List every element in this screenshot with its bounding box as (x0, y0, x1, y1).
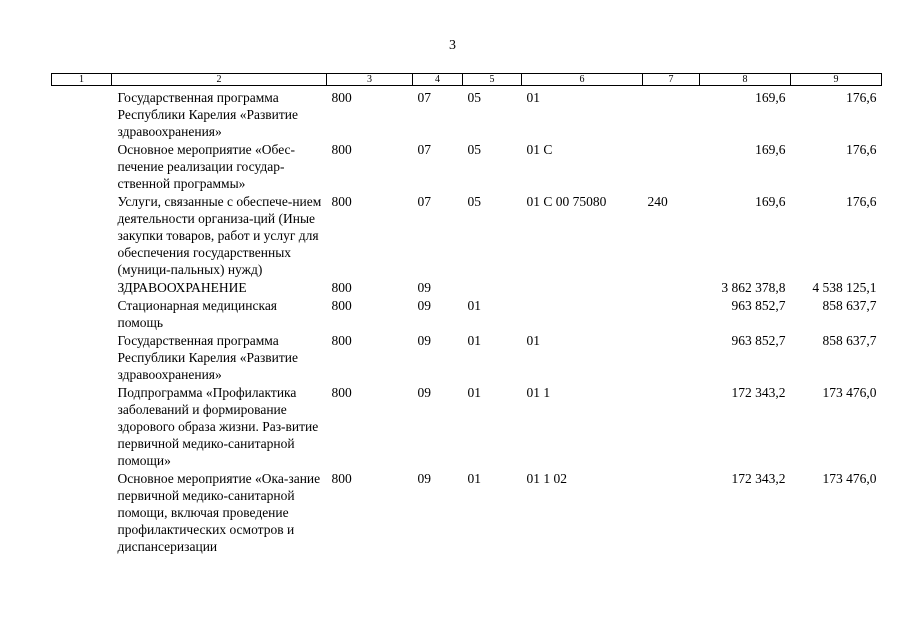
cell-amount-2: 173 476,0 (822, 471, 877, 486)
table-row (52, 86, 882, 141)
cell-amount-1: 963 852,7 (731, 298, 786, 313)
cell-name: Основное мероприятие «Ока-зание первичной медико-санитарной помощи, включая проведение профилактических осмотров и диспансеризации (117, 471, 321, 554)
cell-section: 09 (417, 280, 431, 295)
cell-expense-type (643, 86, 700, 141)
cell-ministry: 800 (331, 333, 352, 348)
cell-ministry: 800 (331, 194, 352, 209)
cell-section: 09 (417, 333, 431, 348)
table-row (52, 296, 882, 331)
cell-amount-2: 176,6 (846, 90, 877, 105)
cell-amount-2: 176,6 (846, 194, 877, 209)
cell-ministry: 800 (331, 90, 352, 105)
cell-target-article: 01 (526, 90, 540, 105)
column-header-3: 3 (327, 74, 413, 86)
cell-section: 09 (417, 298, 431, 313)
cell-number (52, 296, 112, 331)
table-row (52, 278, 882, 296)
table-row (52, 331, 882, 383)
cell-number (52, 86, 112, 141)
table-row (52, 469, 882, 555)
column-header-8: 8 (700, 74, 791, 86)
cell-expense-type (643, 140, 700, 192)
cell-target-article (522, 278, 643, 296)
cell-number (52, 140, 112, 192)
cell-amount-2: 4 538 125,1 (812, 280, 877, 295)
cell-name: Подпрограмма «Профилактика заболеваний и формирование здорового образа жизни. Раз-витие первичной медико-санитарной помощи» (117, 385, 319, 468)
table-header-row (52, 74, 882, 86)
column-header-2: 2 (112, 74, 327, 86)
column-header-5: 5 (463, 74, 522, 86)
cell-name: Основное мероприятие «Обес-печение реализации государ-ственной программы» (117, 142, 296, 191)
table-row (52, 383, 882, 469)
cell-ministry: 800 (331, 142, 352, 157)
cell-amount-2: 173 476,0 (822, 385, 877, 400)
cell-name: Услуги, связанные с обеспече-нием деятельности организа-ций (Иные закупки товаров, работ и услуг для обеспечения государственных (муници-пальных) нужд) (117, 194, 322, 277)
cell-subsection: 01 (467, 298, 481, 313)
cell-target-article (522, 296, 643, 331)
cell-name: Государственная программа Республики Карелия «Развитие здравоохранения» (117, 90, 299, 139)
cell-subsection: 05 (467, 194, 481, 209)
cell-amount-1: 169,6 (755, 142, 786, 157)
cell-amount-1: 169,6 (755, 90, 786, 105)
cell-target-article: 01 1 02 (526, 471, 567, 486)
cell-amount-1: 3 862 378,8 (721, 280, 786, 295)
cell-ministry: 800 (331, 385, 352, 400)
cell-section: 09 (417, 471, 431, 486)
column-header-6: 6 (522, 74, 643, 86)
cell-subsection: 01 (467, 471, 481, 486)
table-row (52, 140, 882, 192)
cell-name: Государственная программа Республики Карелия «Развитие здравоохранения» (117, 333, 299, 382)
column-header-4: 4 (413, 74, 463, 86)
cell-ministry: 800 (331, 298, 352, 313)
cell-section: 07 (417, 142, 431, 157)
cell-subsection: 05 (467, 90, 481, 105)
cell-subsection (463, 278, 522, 296)
cell-expense-type (643, 296, 700, 331)
cell-expense-type (643, 278, 700, 296)
cell-subsection: 05 (467, 142, 481, 157)
column-header-1: 1 (52, 74, 112, 86)
cell-section: 07 (417, 194, 431, 209)
cell-expense-type (643, 383, 700, 469)
budget-table (51, 73, 882, 555)
cell-subsection: 01 (467, 333, 481, 348)
cell-amount-1: 172 343,2 (731, 471, 786, 486)
page-number: 3 (449, 38, 456, 53)
cell-amount-2: 176,6 (846, 142, 877, 157)
cell-number (52, 383, 112, 469)
cell-amount-2: 858 637,7 (822, 298, 877, 313)
cell-target-article: 01 С (526, 142, 553, 157)
cell-number (52, 278, 112, 296)
cell-number (52, 331, 112, 383)
cell-section: 09 (417, 385, 431, 400)
cell-target-article: 01 1 (526, 385, 551, 400)
cell-expense-type: 240 (647, 194, 668, 209)
cell-number (52, 469, 112, 555)
cell-ministry: 800 (331, 471, 352, 486)
cell-amount-2: 858 637,7 (822, 333, 877, 348)
column-header-9: 9 (791, 74, 882, 86)
cell-target-article: 01 (526, 333, 540, 348)
cell-expense-type (643, 469, 700, 555)
cell-number (52, 192, 112, 278)
cell-amount-1: 963 852,7 (731, 333, 786, 348)
cell-amount-1: 169,6 (755, 194, 786, 209)
cell-subsection: 01 (467, 385, 481, 400)
cell-section: 07 (417, 90, 431, 105)
cell-name: ЗДРАВООХРАНЕНИЕ (117, 280, 247, 295)
cell-expense-type (643, 331, 700, 383)
column-header-7: 7 (643, 74, 700, 86)
cell-target-article: 01 С 00 75080 (526, 194, 607, 209)
cell-name: Стационарная медицинская помощь (117, 298, 278, 330)
cell-amount-1: 172 343,2 (731, 385, 786, 400)
table-row (52, 192, 882, 278)
cell-ministry: 800 (331, 280, 352, 295)
